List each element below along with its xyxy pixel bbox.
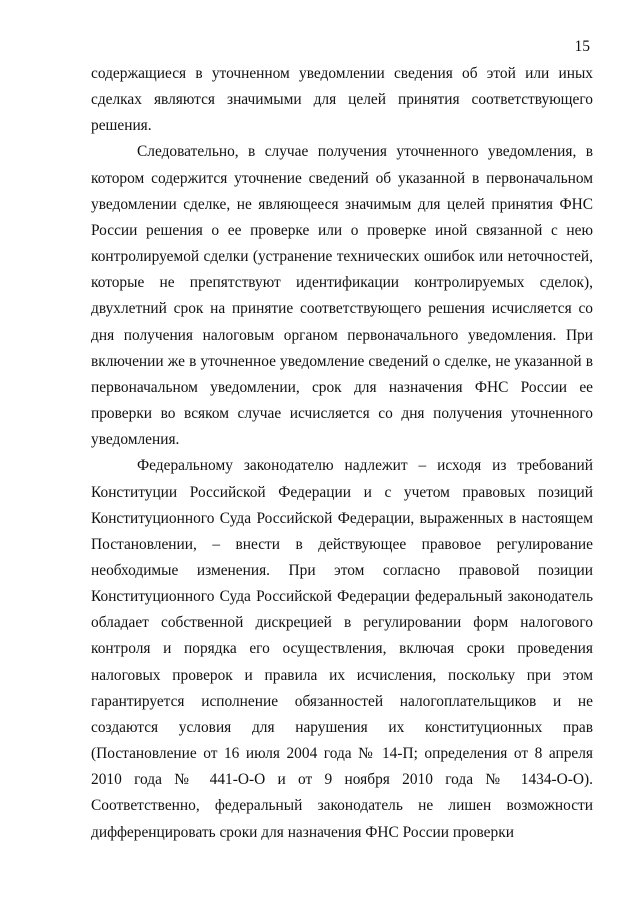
- text-line: контролируемой сделки (устранение технических ошибок или неточностей,: [91, 248, 593, 266]
- text-line: России решения о ее проверке или о проверке иной связанной с нею: [91, 221, 593, 239]
- text-line: (Постановление от 16 июля 2004 года № 14-П; определения от 8 апреля: [91, 745, 593, 763]
- text-line: содержащиеся в уточненном уведомлении сведения об этой или иных: [91, 65, 593, 82]
- text-line: Постановлении, – внести в действующее правовое регулирование: [91, 535, 593, 553]
- text-line: сделках являются значимыми для целей принятия соответствующего: [91, 91, 593, 109]
- text-line: Конституционного Суда Российской Федерации федеральный законодатель: [91, 588, 593, 606]
- page-number: 15: [574, 38, 590, 55]
- document-body: [91, 61, 593, 846]
- text-line: Соответственно, федеральный законодатель не лишен возможности: [91, 797, 593, 815]
- text-line: проверки во всяком случае исчисляется со дня получения уточненного: [91, 405, 593, 423]
- text-line: Федеральному законодателю надлежит – исходя из требований: [137, 457, 593, 475]
- text-line: Конституции Российской Федерации и с учетом правовых позиций: [91, 483, 593, 501]
- text-line: включении же в уточненное уведомление сведений о сделке, не указанной в: [91, 352, 593, 370]
- paragraph: [91, 61, 593, 139]
- text-line: которые не препятствуют идентификации контролируемых сделок),: [91, 274, 593, 292]
- text-line: 2010 года № 441-О-О и от 9 ноября 2010 года № 1434-О-О).: [91, 771, 593, 789]
- text-line: налоговых проверок и правила их исчисления, поскольку при этом: [91, 666, 593, 684]
- text-line: двухлетний срок на принятие соответствующего решения исчисляется со: [91, 300, 593, 318]
- text-line: уведомления.: [91, 431, 180, 449]
- text-line: уведомлении сделке, не являющееся значимым для целей принятия ФНС: [91, 195, 593, 213]
- text-line: Следовательно, в случае получения уточненного уведомления, в: [137, 143, 593, 161]
- text-line: необходимые изменения. При этом согласно правовой позиции: [91, 561, 593, 579]
- text-line: решения.: [91, 117, 152, 135]
- text-line: котором содержится уточнение сведений об указанной в первоначальном: [91, 169, 593, 187]
- text-line: Конституционного Суда Российской Федерации, выраженных в настоящем: [91, 509, 593, 527]
- text-line: первоначальном уведомлении, срок для назначения ФНС России ее: [91, 378, 593, 396]
- text-line: дифференцировать сроки для назначения ФНС России проверки: [91, 823, 514, 841]
- text-line: контроля и порядка его осуществления, включая сроки проведения: [91, 640, 593, 658]
- paragraph: [91, 453, 593, 845]
- text-line: создаются условия для нарушения их конституционных прав: [91, 718, 593, 736]
- text-line: гарантируется исполнение обязанностей налогоплательщиков и не: [91, 692, 593, 710]
- text-line: обладает собственной дискрецией в регулировании форм налогового: [91, 614, 593, 632]
- text-line: дня получения налоговым органом первоначального уведомления. При: [91, 326, 593, 344]
- paragraph: [91, 139, 593, 453]
